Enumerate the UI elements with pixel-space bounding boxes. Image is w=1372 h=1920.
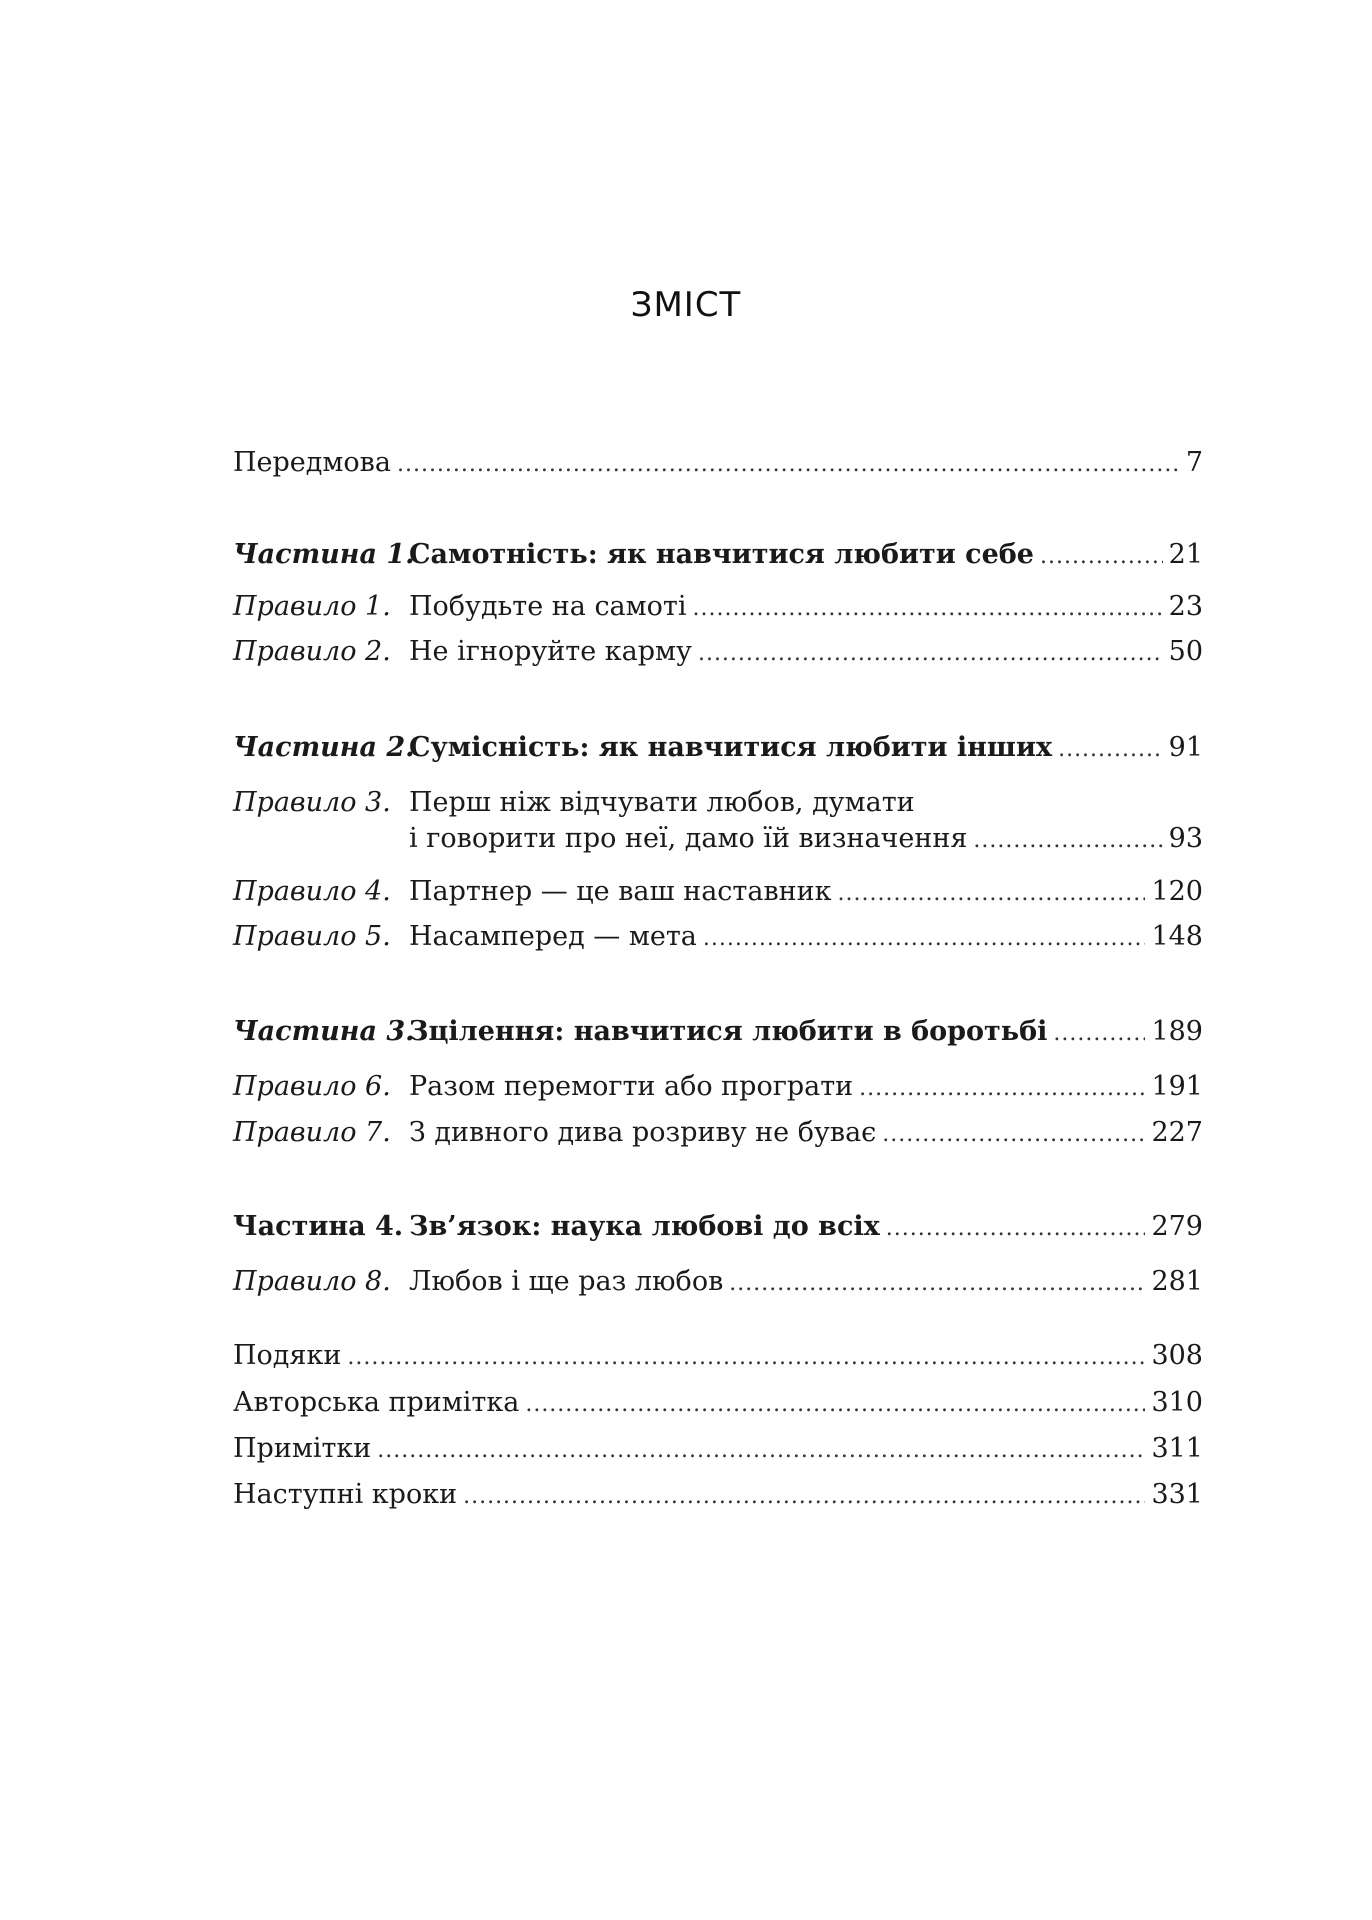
leader-dots <box>347 1341 1145 1375</box>
part-label: Частина 3. <box>233 1016 415 1047</box>
leader-dots <box>882 1118 1145 1152</box>
toc-entry-title: Примітки <box>233 1433 372 1464</box>
toc-page-number: 331 <box>1151 1479 1203 1510</box>
toc-page-number: 23 <box>1168 591 1203 622</box>
toc-entry-title: Наступні кроки <box>233 1479 458 1510</box>
rule-title: Насамперед — мета <box>409 921 697 952</box>
leader-dots <box>693 592 1163 626</box>
leader-dots <box>377 1434 1145 1468</box>
rule-title: Любов і ще раз любов <box>409 1266 724 1297</box>
toc-rule-7[interactable] <box>233 1116 1203 1152</box>
toc-rule-2[interactable] <box>233 635 1203 671</box>
rule-title: Побудьте на самоті <box>409 591 687 622</box>
part-title: Самотність: як навчитися любити себе <box>409 539 1034 570</box>
rule-label: Правило 5. <box>233 921 391 952</box>
rule-title: Партнер — це ваш наставник <box>409 876 832 907</box>
toc-page-number: 50 <box>1168 636 1203 667</box>
toc-part-1[interactable] <box>233 538 1203 574</box>
toc-page-number: 191 <box>1151 1071 1203 1102</box>
toc-page-number: 189 <box>1151 1016 1203 1047</box>
leader-dots <box>859 1072 1145 1106</box>
leader-dots <box>525 1388 1145 1422</box>
leader-dots <box>1053 1017 1145 1051</box>
leader-dots <box>729 1267 1145 1301</box>
leader-dots <box>397 448 1180 482</box>
toc-rule-4[interactable] <box>233 875 1203 911</box>
toc-page-number: 120 <box>1151 876 1203 907</box>
rule-label: Правило 1. <box>233 591 391 622</box>
leader-dots <box>973 823 1162 859</box>
toc-page-number: 279 <box>1151 1211 1203 1242</box>
toc-page-number: 7 <box>1185 447 1203 478</box>
rule-title-line-1: Перш ніж відчувати любов, думати <box>409 787 915 818</box>
rule-label: Правило 3. <box>233 787 391 818</box>
toc-page-number: 311 <box>1151 1433 1203 1464</box>
rule-label: Правило 4. <box>233 876 391 907</box>
leader-dots <box>703 922 1146 956</box>
toc-rule-3[interactable] <box>233 785 1203 859</box>
leader-dots <box>1058 733 1163 767</box>
toc-page-number: 281 <box>1151 1266 1203 1297</box>
toc-page-number: 310 <box>1151 1387 1203 1418</box>
rule-label: Правило 7. <box>233 1117 391 1148</box>
part-title: Сумісність: як навчитися любити інших <box>409 732 1053 763</box>
toc-page-number: 93 <box>1168 823 1203 854</box>
toc-entry-author-note[interactable] <box>233 1386 1203 1422</box>
leader-dots <box>463 1480 1145 1514</box>
rule-title: З дивного дива розриву не буває <box>409 1117 877 1148</box>
leader-dots <box>698 637 1163 671</box>
part-label: Частина 2. <box>233 732 415 763</box>
toc-entry-acknowledgements[interactable] <box>233 1339 1203 1375</box>
part-title: Зв’язок: наука любові до всіх <box>409 1211 880 1242</box>
rule-title-line-2: і говорити про неї, дамо їй визначення <box>409 823 968 854</box>
rule-title: Разом перемогти або програти <box>409 1071 854 1102</box>
toc-entry-preface[interactable] <box>233 446 1203 482</box>
rule-label: Правило 2. <box>233 636 391 667</box>
toc-part-2[interactable] <box>233 731 1203 767</box>
toc-rule-8[interactable] <box>233 1265 1203 1301</box>
toc-part-4[interactable] <box>233 1210 1203 1246</box>
toc-page-number: 148 <box>1151 921 1203 952</box>
part-label: Частина 1. <box>233 539 415 570</box>
toc-rule-5[interactable] <box>233 920 1203 956</box>
rule-label: Правило 8. <box>233 1266 391 1297</box>
toc-entry-title: Передмова <box>233 447 391 478</box>
toc-page-number: 308 <box>1151 1340 1203 1371</box>
toc-rule-1[interactable] <box>233 590 1203 626</box>
leader-dots <box>1040 540 1163 574</box>
part-label: Частина 4. <box>233 1211 404 1242</box>
toc-rule-6[interactable] <box>233 1070 1203 1106</box>
leader-dots <box>886 1212 1146 1246</box>
toc-entry-title: Авторська примітка <box>233 1387 520 1418</box>
part-title: Зцілення: навчитися любити в боротьбі <box>409 1016 1048 1047</box>
toc-page-number: 91 <box>1168 732 1203 763</box>
rule-title: Не ігноруйте карму <box>409 636 692 667</box>
leader-dots <box>838 877 1146 911</box>
toc-page-number: 227 <box>1151 1117 1203 1148</box>
toc-entry-next-steps[interactable] <box>233 1478 1203 1514</box>
toc-part-3[interactable] <box>233 1015 1203 1051</box>
toc-page-number: 21 <box>1168 539 1203 570</box>
toc-entry-title: Подяки <box>233 1340 342 1371</box>
page-title: ЗМІСТ <box>630 285 742 325</box>
toc-entry-notes[interactable] <box>233 1432 1203 1468</box>
rule-label: Правило 6. <box>233 1071 391 1102</box>
